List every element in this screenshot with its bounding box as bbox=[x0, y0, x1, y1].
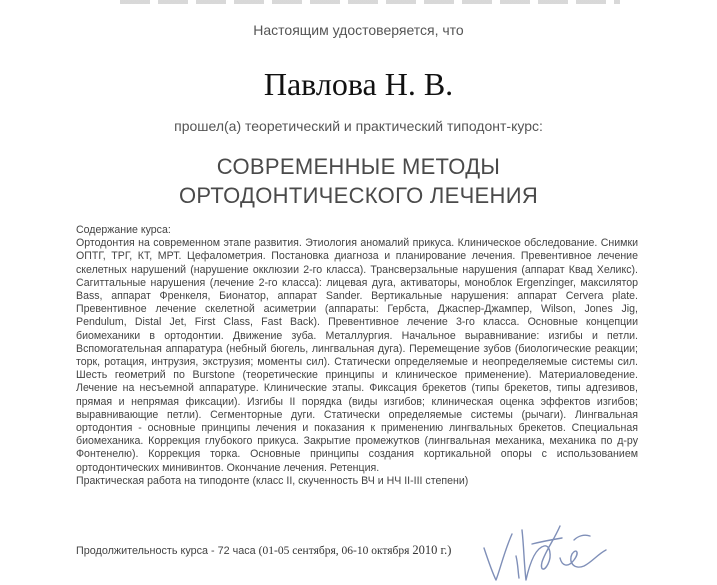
completed-course-text: прошел(а) теоретический и практический типодонт-курс: bbox=[174, 118, 543, 134]
course-dates: (01-05 сентября, 06-10 октября 2010 г.) bbox=[258, 543, 452, 557]
course-title-line-1: СОВРЕМЕННЫЕ МЕТОДЫ bbox=[216, 154, 501, 179]
decorative-header-strip bbox=[120, 0, 620, 4]
recipient-name: Павлова Н. В. bbox=[263, 66, 454, 102]
content-heading: Содержание курса: bbox=[76, 224, 171, 236]
course-content bbox=[76, 224, 638, 488]
course-duration bbox=[76, 543, 451, 558]
signature bbox=[478, 500, 618, 585]
content-body: Ортодонтия на современном этапе развития. Этиология аномалий прикуса. Клиническое обследование. Снимки ОПТГ, ТРГ, КТ, МРТ. Цефалометрия. Постановка диагноза и планирование лечения. Превентивное лечение скелетных нарушений (нарушение окклюзии 2-го класса). Трансверзальные нарушения (аппарат Квад Хеликс). Сагиттальные нарушения (лечение 2-го класса): лицевая дуга, активаторы, моноблок Ergenzinger, максилятор Bass, аппарат Френкеля, Бионатор, аппарат Sander. Вертикальные нарушения: аппарат Cervera plate. Превентивное лечение скелетной асиметрии (аппараты: Гербста, Джаспер-Джампер, Wilson, Jones Jig, Pendulum, Distal Jet, First Class, Fast Back). Превентивное лечение 3-го класса. Основные концепции биомеханики в ортодонтии. Движение зуба. Металлургия. Начальное выравнивание: изгибы и петли. Вспомогательная аппаратура (небный бюгель, лингвальная дуга). Перемещение зубов (биологические реакции; торк, ротация, интрузия, экструзия; моменты сил). Статически определяемые и неопределяемые системы сил. Шесть геометрий по Burstone (теоретические принципы и клиническое применение). Материаловедение. Лечение на несъемной аппаратуре. Клинические этапы. Фиксация брекетов (типы брекетов, типы адгезивов, прямая и непрямая фиксации). Изгибы II порядка (виды изгибов; клиническая оценка эффектов изгибов; выравнивающие петли). Сегменторные дуги. Статически определяемые системы (рычаги). Лингвальная ортодонтия - основные принципы лечения и показания к применению лингвальных брекетов. Специальная биомеханика. Коррекция глубокого прикуса. Закрытие промежутков (лингвальная механика, механика по д-ру Фонтенелю). Коррекция торка. Основные принципы создания кортикальной опоры с использованием ортодонтических минивинтов. Окончание лечения. Ретенция. bbox=[76, 237, 638, 474]
course-title-line-2: ОРТОДОНТИЧЕСКОГО ЛЕЧЕНИЯ bbox=[178, 183, 539, 208]
practical-work: Практическая работа на типодонте (класс II, скученность ВЧ и НЧ II-III степени) bbox=[76, 474, 469, 487]
course-title bbox=[0, 152, 717, 210]
duration-label: Продолжительность курса - 72 часа bbox=[76, 545, 256, 557]
certifies-text: Настоящим удостоверяется, что bbox=[253, 22, 464, 38]
